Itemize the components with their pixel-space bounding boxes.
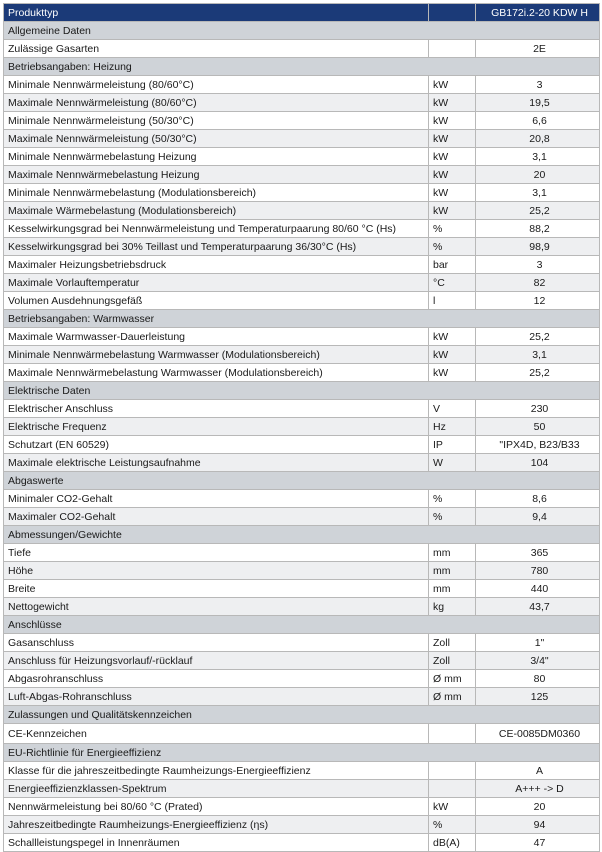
row-value: 47 [476,834,600,852]
row-value: 80 [476,670,600,688]
row-label: Energieeffizienzklassen-Spektrum [4,780,429,798]
row-unit: kW [429,130,476,148]
row-value: 98,9 [476,238,600,256]
row-unit [429,780,476,798]
row-value: 2E [476,40,600,58]
row-value: 1" [476,634,600,652]
row-value: 20,8 [476,130,600,148]
table-row [4,94,600,112]
section-title: Abmessungen/Gewichte [4,526,600,544]
row-label: Maximale Nennwärmebelastung Heizung [4,166,429,184]
section-title: Zulassungen und Qualitätskennzeichen [4,706,600,724]
row-unit: kW [429,112,476,130]
table-row [4,562,600,580]
row-unit: IP [429,436,476,454]
table-row [4,544,600,562]
section-header-row [4,310,600,328]
row-unit: °C [429,274,476,292]
row-unit: Zoll [429,652,476,670]
row-value: 94 [476,816,600,834]
row-value: 20 [476,166,600,184]
row-unit: dB(A) [429,834,476,852]
row-value: A [476,762,600,780]
row-unit: kW [429,798,476,816]
table-row [4,724,600,744]
row-label: Kesselwirkungsgrad bei Nennwärmeleistung und Temperaturpaarung 80/60 °C (Hs) [4,220,429,238]
row-unit: W [429,454,476,472]
section-title: EU-Richtlinie für Energieeffizienz [4,744,600,762]
row-unit [429,40,476,58]
section-header-row [4,22,600,40]
row-label: Elektrische Frequenz [4,418,429,436]
section-title: Betriebsangaben: Heizung [4,58,600,76]
row-label: Gasanschluss [4,634,429,652]
row-unit: kg [429,598,476,616]
row-value: 50 [476,418,600,436]
row-value: 25,2 [476,328,600,346]
row-label: Schutzart (EN 60529) [4,436,429,454]
table-row [4,112,600,130]
row-label: Klasse für die jahreszeitbedingte Raumheizungs-Energieeffizienz [4,762,429,780]
table-row [4,508,600,526]
row-unit: % [429,220,476,238]
table-row [4,634,600,652]
table-row [4,652,600,670]
row-label: Tiefe [4,544,429,562]
row-unit [429,724,476,744]
table-row [4,166,600,184]
row-unit: bar [429,256,476,274]
table-row [4,148,600,166]
row-label: Minimale Nennwärmebelastung Warmwasser (Modulationsbereich) [4,346,429,364]
table-row [4,256,600,274]
row-value: 19,5 [476,94,600,112]
row-label: Minimale Nennwärmeleistung (50/30°C) [4,112,429,130]
row-unit: Hz [429,418,476,436]
row-value: "IPX4D, B23/B33 [476,436,600,454]
row-label: Maximaler CO2-Gehalt [4,508,429,526]
row-label: Jahreszeitbedingte Raumheizungs-Energieeffizienz (ηs) [4,816,429,834]
row-unit: % [429,238,476,256]
section-header-row [4,472,600,490]
row-unit: kW [429,94,476,112]
row-unit: mm [429,580,476,598]
row-unit: mm [429,544,476,562]
row-value: 43,7 [476,598,600,616]
row-unit: kW [429,148,476,166]
spec-table-body [4,4,600,852]
row-value: 9,4 [476,508,600,526]
row-value: 25,2 [476,202,600,220]
row-value: 8,6 [476,490,600,508]
row-value: 12 [476,292,600,310]
row-value: CE-0085DM0360 [476,724,600,744]
row-label: Minimale Nennwärmebelastung (Modulationsbereich) [4,184,429,202]
table-row [4,580,600,598]
row-label: Minimaler CO2-Gehalt [4,490,429,508]
section-title: Allgemeine Daten [4,22,600,40]
row-label: Maximale Nennwärmeleistung (50/30°C) [4,130,429,148]
row-value: 440 [476,580,600,598]
row-value: 3 [476,256,600,274]
table-row [4,238,600,256]
row-value: 780 [476,562,600,580]
row-unit: kW [429,346,476,364]
row-label: Maximale Nennwärmebelastung Warmwasser (Modulationsbereich) [4,364,429,382]
row-value: 365 [476,544,600,562]
section-header-row [4,382,600,400]
row-value: 88,2 [476,220,600,238]
table-row [4,346,600,364]
table-row [4,274,600,292]
row-unit: Ø mm [429,688,476,706]
row-unit: l [429,292,476,310]
section-title: Anschlüsse [4,616,600,634]
row-label: CE-Kennzeichen [4,724,429,744]
table-row [4,202,600,220]
table-row [4,436,600,454]
row-unit: kW [429,328,476,346]
row-label: Nennwärmeleistung bei 80/60 °C (Prated) [4,798,429,816]
row-unit: kW [429,76,476,94]
row-value: A+++ -> D [476,780,600,798]
table-row [4,292,600,310]
table-row [4,598,600,616]
table-row [4,688,600,706]
row-unit: Ø mm [429,670,476,688]
row-unit: V [429,400,476,418]
row-value: 3,1 [476,346,600,364]
row-label: Höhe [4,562,429,580]
section-header-row [4,526,600,544]
section-header-row [4,744,600,762]
table-row [4,40,600,58]
header-model: GB172i.2-20 KDW H [476,4,600,22]
table-header-row [4,4,600,22]
table-row [4,184,600,202]
row-unit: kW [429,184,476,202]
table-row [4,220,600,238]
row-unit [429,762,476,780]
section-title: Betriebsangaben: Warmwasser [4,310,600,328]
row-unit: % [429,490,476,508]
row-label: Nettogewicht [4,598,429,616]
row-unit: Zoll [429,634,476,652]
row-value: 6,6 [476,112,600,130]
header-unit [429,4,476,22]
row-label: Maximale Nennwärmeleistung (80/60°C) [4,94,429,112]
section-header-row [4,58,600,76]
row-label: Minimale Nennwärmebelastung Heizung [4,148,429,166]
row-value: 25,2 [476,364,600,382]
row-label: Elektrischer Anschluss [4,400,429,418]
row-value: 20 [476,798,600,816]
row-label: Maximale Warmwasser-Dauerleistung [4,328,429,346]
row-value: 125 [476,688,600,706]
row-value: 3,1 [476,184,600,202]
row-unit: kW [429,166,476,184]
row-unit: % [429,508,476,526]
row-unit: kW [429,364,476,382]
row-label: Minimale Nennwärmeleistung (80/60°C) [4,76,429,94]
table-row [4,490,600,508]
table-row [4,780,600,798]
table-row [4,76,600,94]
row-label: Abgasrohranschluss [4,670,429,688]
row-unit: kW [429,202,476,220]
row-value: 3,1 [476,148,600,166]
row-value: 230 [476,400,600,418]
table-row [4,418,600,436]
row-value: 104 [476,454,600,472]
row-label: Maximale Vorlauftemperatur [4,274,429,292]
spec-table [3,3,600,852]
row-label: Kesselwirkungsgrad bei 30% Teillast und Temperaturpaarung 36/30°C (Hs) [4,238,429,256]
row-label: Volumen Ausdehnungsgefäß [4,292,429,310]
row-label: Zulässige Gasarten [4,40,429,58]
row-label: Schallleistungspegel in Innenräumen [4,834,429,852]
section-header-row [4,706,600,724]
table-row [4,454,600,472]
row-unit: % [429,816,476,834]
table-row [4,130,600,148]
header-label: Produkttyp [4,4,429,22]
section-title: Elektrische Daten [4,382,600,400]
row-value: 3 [476,76,600,94]
section-title: Abgaswerte [4,472,600,490]
row-value: 82 [476,274,600,292]
table-row [4,400,600,418]
row-unit: mm [429,562,476,580]
table-row [4,328,600,346]
row-label: Anschluss für Heizungsvorlauf/-rücklauf [4,652,429,670]
row-label: Maximale Wärmebelastung (Modulationsbereich) [4,202,429,220]
section-header-row [4,616,600,634]
table-row [4,816,600,834]
row-label: Luft-Abgas-Rohranschluss [4,688,429,706]
table-row [4,762,600,780]
table-row [4,834,600,852]
table-row [4,670,600,688]
table-row [4,798,600,816]
row-label: Maximale elektrische Leistungsaufnahme [4,454,429,472]
row-value: 3/4" [476,652,600,670]
row-label: Maximaler Heizungsbetriebsdruck [4,256,429,274]
row-label: Breite [4,580,429,598]
table-row [4,364,600,382]
